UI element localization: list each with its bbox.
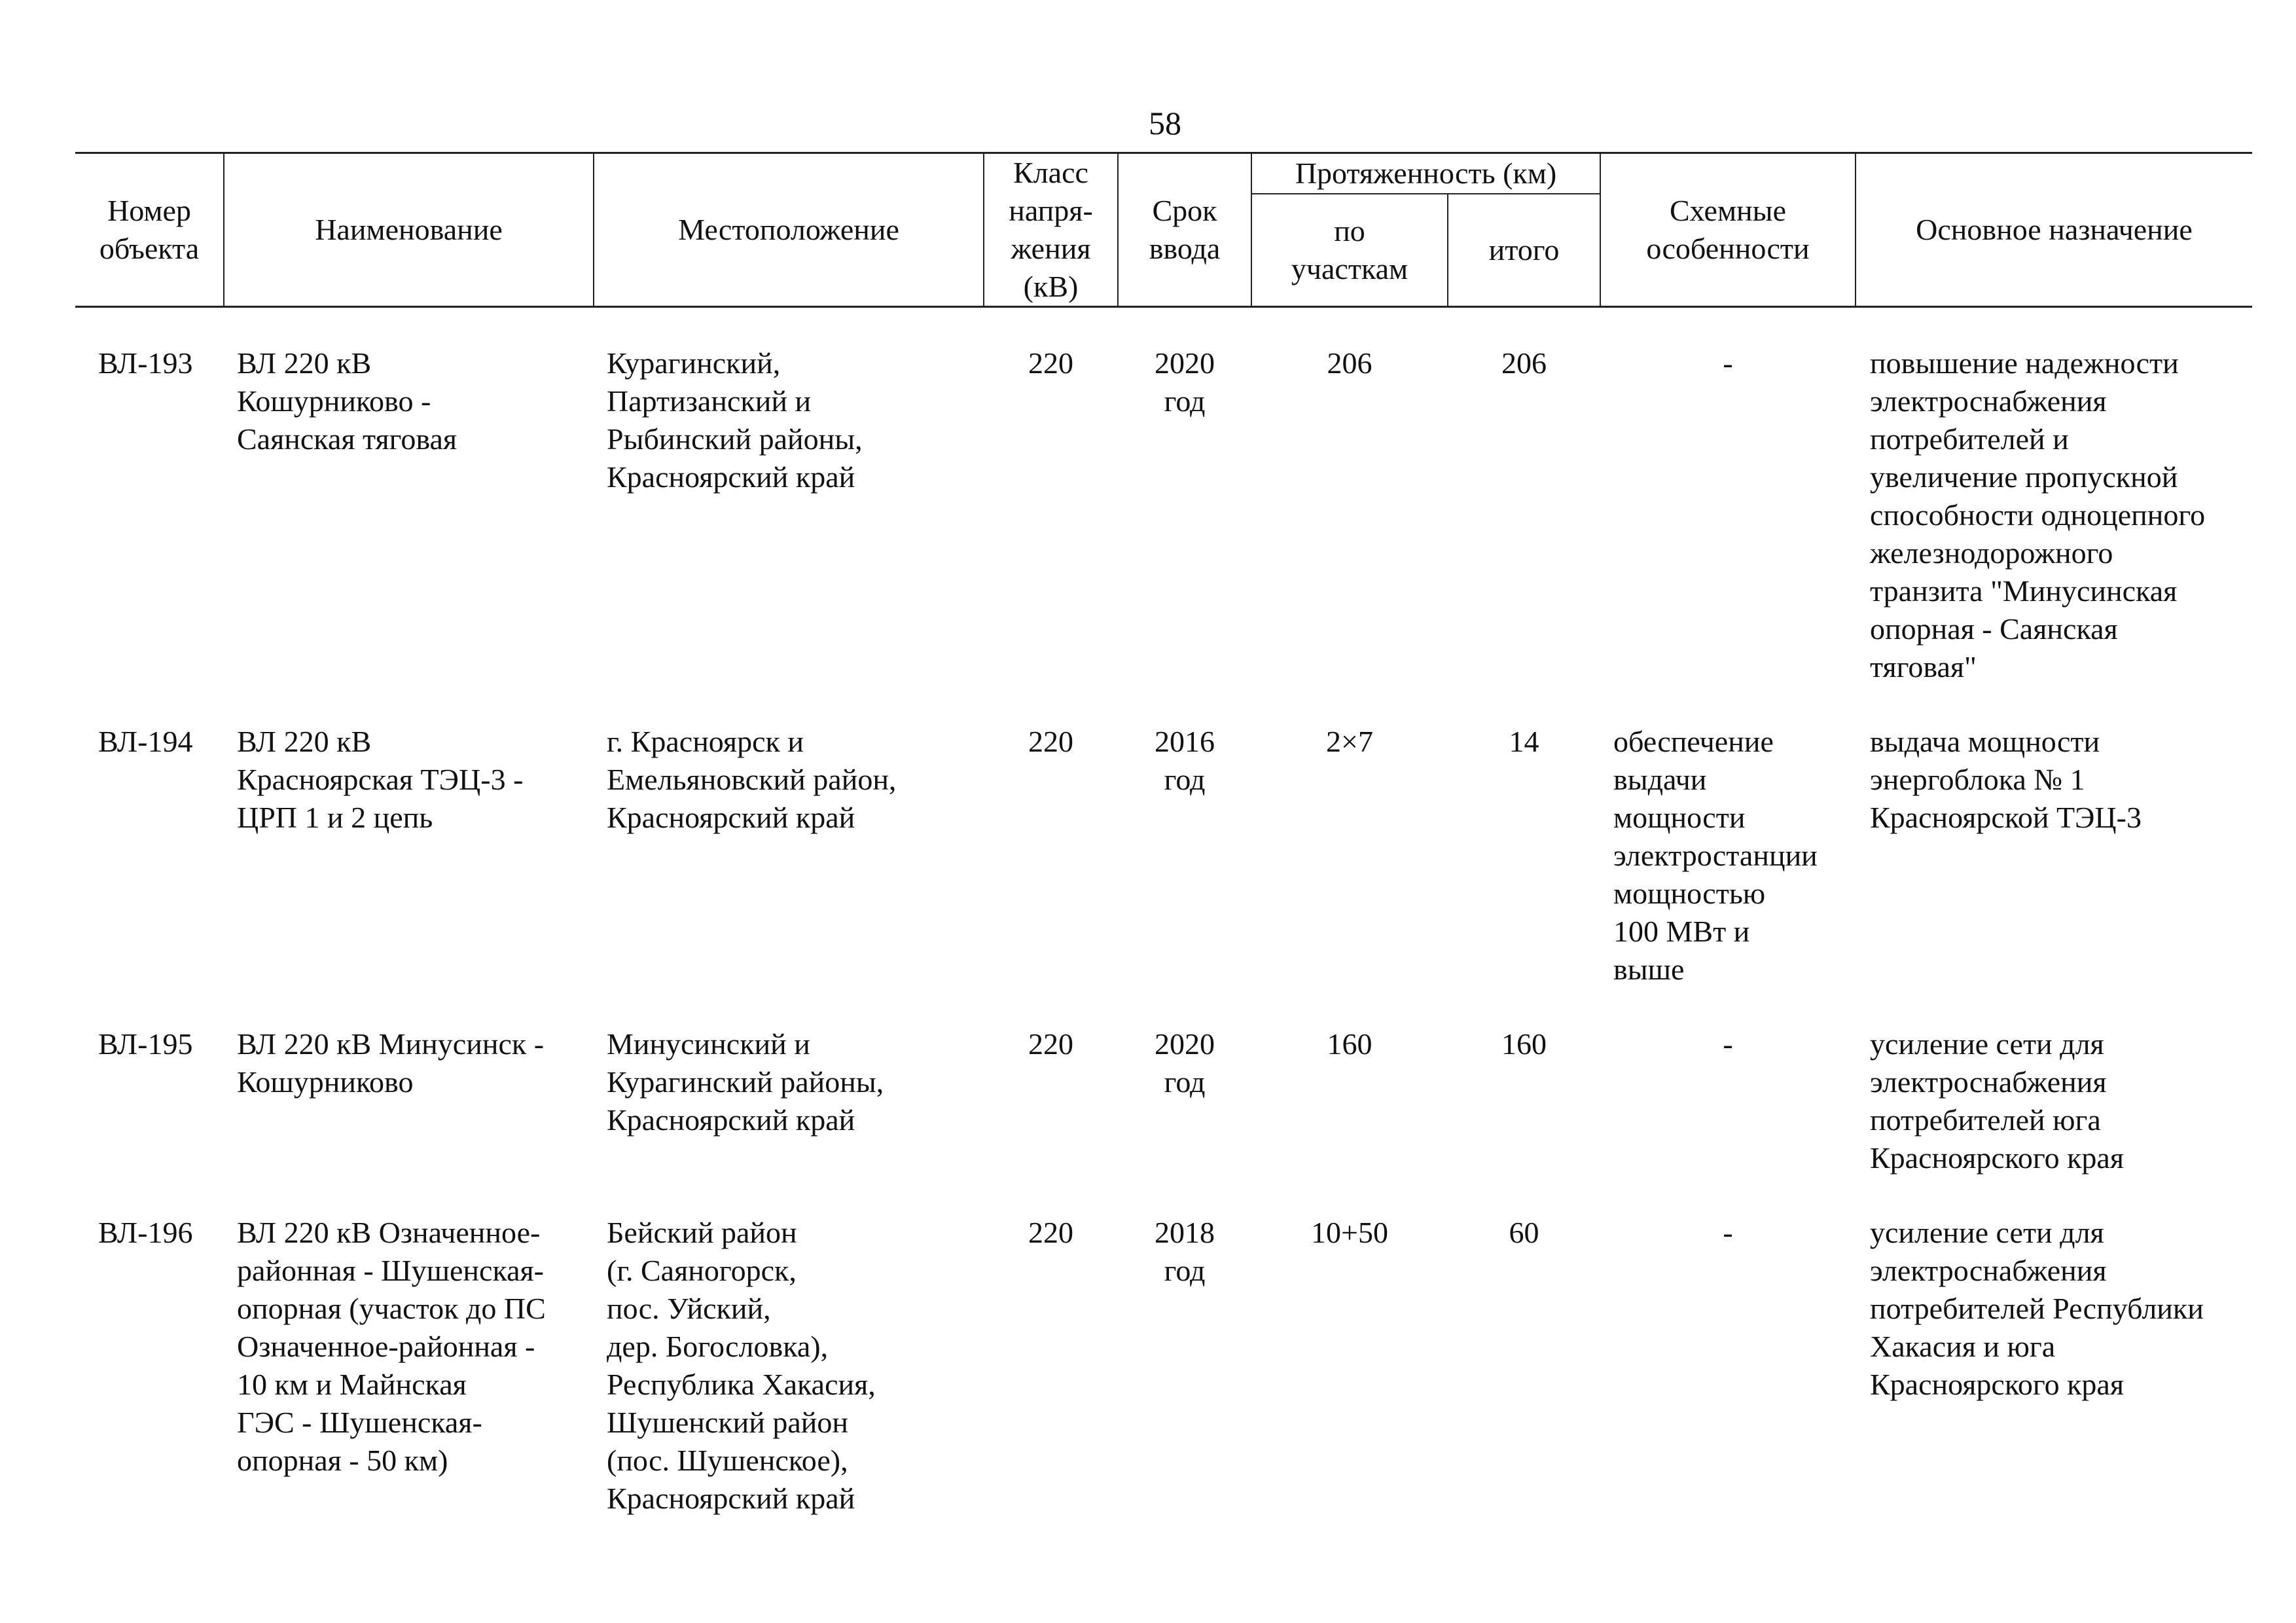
cell-length-sections: 160 [1327, 1027, 1372, 1061]
cell-voltage-class: 220 [1028, 725, 1073, 758]
table-header [75, 153, 2252, 307]
table-body [75, 307, 2252, 1518]
cell-voltage-class: 220 [1028, 1216, 1073, 1249]
cell-name: ВЛ 220 кВ Красноярская ТЭЦ-3 - ЦРП 1 и 2 цепь [237, 725, 524, 834]
cell-purpose: усиление сети для электроснабжения потребителей юга Красноярского края [1870, 1027, 2124, 1175]
cell-object-number: ВЛ-194 [98, 725, 193, 758]
cell-length-total: 14 [1509, 725, 1539, 758]
cell-name: ВЛ 220 кВ Кошурниково - Саянская тяговая [237, 346, 457, 456]
cell-length-total: 60 [1509, 1216, 1539, 1249]
cell-purpose: усиление сети для электроснабжения потребителей Республики Хакасия и юга Красноярского края [1870, 1216, 2204, 1401]
header-location: Местоположение [594, 153, 984, 307]
cell-length-total: 160 [1501, 1027, 1547, 1061]
power-lines-table [75, 152, 2252, 1518]
cell-location: г. Красноярск и Емельяновский район, Красноярский край [607, 725, 897, 834]
cell-location: Минусинский и Курагинский районы, Красноярский край [607, 1027, 884, 1137]
cell-length-sections: 2×7 [1326, 725, 1373, 758]
cell-object-number: ВЛ-196 [98, 1216, 193, 1249]
cell-commissioning: 2020 год [1155, 1027, 1215, 1099]
header-scheme-features: Схемные особенности [1600, 153, 1856, 307]
cell-scheme-features: - [1723, 1027, 1733, 1061]
cell-length-sections: 10+50 [1311, 1216, 1388, 1249]
header-length-total: итого [1448, 194, 1600, 307]
page-number: 58 [1149, 105, 1181, 141]
cell-object-number: ВЛ-195 [98, 1027, 193, 1061]
header-voltage-class: Класс напря- жения (кВ) [984, 153, 1118, 307]
cell-commissioning: 2018 год [1155, 1216, 1215, 1287]
cell-location: Курагинский, Партизанский и Рыбинский районы, Красноярский край [607, 346, 863, 494]
cell-name: ВЛ 220 кВ Минусинск - Кошурниково [237, 1027, 545, 1099]
cell-object-number: ВЛ-193 [98, 346, 193, 380]
header-length-group: Протяженность (км) [1251, 153, 1600, 194]
header-commissioning: Срок ввода [1118, 153, 1251, 307]
cell-location: Бейский район (г. Саяногорск, пос. Уйский, дер. Богословка), Республика Хакасия, Шушенский район (пос. Шушенское), Красноярский край [607, 1216, 876, 1515]
cell-purpose: выдача мощности энергоблока № 1 Красноярской ТЭЦ-3 [1870, 725, 2142, 834]
cell-commissioning: 2016 год [1155, 725, 1215, 796]
header-name: Наименование [224, 153, 594, 307]
table-row [75, 989, 2252, 1177]
cell-length-total: 206 [1501, 346, 1547, 380]
cell-commissioning: 2020 год [1155, 346, 1215, 418]
cell-purpose: повышение надежности электроснабжения потребителей и увеличение пропускной способности одноцепного железнодорожного транзита "Минусинская опорная - Саянская тяговая" [1870, 346, 2206, 684]
table-row [75, 1177, 2252, 1518]
cell-scheme-features: - [1723, 1216, 1733, 1249]
cell-name: ВЛ 220 кВ Означенное- районная - Шушенская- опорная (участок до ПС Означенное-районная - 10 км и Майнская ГЭС - Шушенская- опорная - 50 км) [237, 1216, 546, 1477]
header-purpose: Основное назначение [1856, 153, 2252, 307]
table-row [75, 307, 2252, 687]
cell-length-sections: 206 [1327, 346, 1372, 380]
header-object-number: Номер объекта [75, 153, 224, 307]
header-length-sections: по участкам [1251, 194, 1448, 307]
table-row [75, 686, 2252, 989]
cell-voltage-class: 220 [1028, 1027, 1073, 1061]
cell-scheme-features: обеспечение выдачи мощности электростанции мощностью 100 МВт и выше [1613, 725, 1818, 986]
cell-scheme-features: - [1723, 346, 1733, 380]
cell-voltage-class: 220 [1028, 346, 1073, 380]
